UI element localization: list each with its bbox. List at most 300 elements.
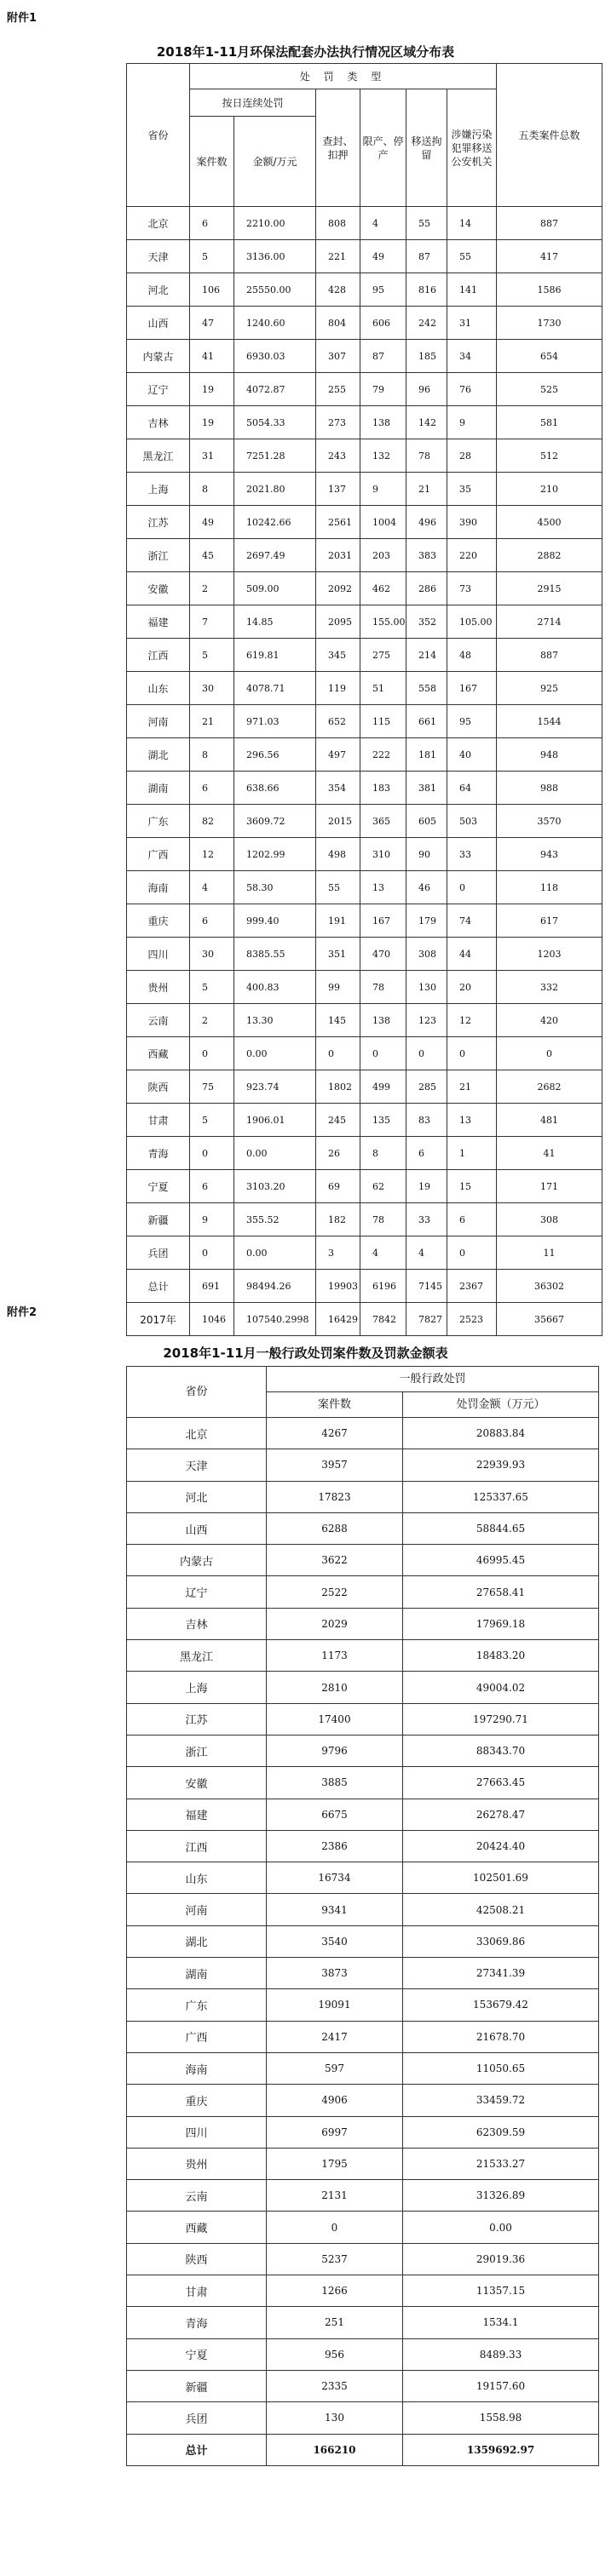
limit-cell: 8 bbox=[360, 1137, 406, 1170]
amount-cell: 0.00 bbox=[234, 1137, 316, 1170]
amount-cell: 17969.18 bbox=[403, 1608, 599, 1639]
limit-cell: 95 bbox=[360, 273, 406, 307]
total-cell: 1203 bbox=[497, 938, 602, 971]
province-cell: 西藏 bbox=[127, 1037, 190, 1070]
cases-cell: 0 bbox=[267, 2212, 403, 2243]
amount-cell: 27341.39 bbox=[403, 1958, 599, 1989]
table-row bbox=[127, 506, 602, 539]
total-cell: 4500 bbox=[497, 506, 602, 539]
seal-cell: 99 bbox=[316, 971, 360, 1004]
province-cell: 云南 bbox=[127, 1004, 190, 1037]
seal-cell: 3 bbox=[316, 1236, 360, 1270]
header-penalty-amount: 处罚金额（万元） bbox=[403, 1392, 599, 1418]
cases-cell: 4906 bbox=[267, 2085, 403, 2116]
province-cell: 江苏 bbox=[127, 506, 190, 539]
province-cell: 江西 bbox=[127, 1830, 267, 1862]
province-cell: 浙江 bbox=[127, 1735, 267, 1766]
province-cell: 湖北 bbox=[127, 738, 190, 772]
case-count-cell: 31 bbox=[190, 439, 234, 473]
table-row bbox=[127, 1830, 599, 1862]
table-row bbox=[127, 273, 602, 307]
limit-cell: 62 bbox=[360, 1170, 406, 1203]
province-cell: 山西 bbox=[127, 307, 190, 340]
attachment-1-label: 附件1 bbox=[7, 12, 37, 25]
limit-cell: 499 bbox=[360, 1070, 406, 1104]
detain-cell: 123 bbox=[406, 1004, 447, 1037]
case-count-cell: 30 bbox=[190, 672, 234, 705]
header-general-penalty: 一般行政处罚 bbox=[267, 1367, 599, 1392]
table-row bbox=[127, 2148, 599, 2179]
cases-cell: 2131 bbox=[267, 2180, 403, 2212]
table-row bbox=[127, 1608, 599, 1639]
detain-cell: 496 bbox=[406, 506, 447, 539]
total-cell: 308 bbox=[497, 1203, 602, 1236]
amount-cell: 21678.70 bbox=[403, 2021, 599, 2052]
crime-cell: 73 bbox=[447, 572, 497, 605]
detain-cell: 46 bbox=[406, 871, 447, 904]
detain-cell: 661 bbox=[406, 705, 447, 738]
detain-cell: 7145 bbox=[406, 1270, 447, 1303]
cases-cell: 16734 bbox=[267, 1862, 403, 1894]
cases-cell: 130 bbox=[267, 2402, 403, 2434]
amount-cell: 21533.27 bbox=[403, 2148, 599, 2179]
table-row bbox=[127, 2434, 599, 2465]
crime-cell: 141 bbox=[447, 273, 497, 307]
amount-cell: 31326.89 bbox=[403, 2180, 599, 2212]
table-row bbox=[127, 1170, 602, 1203]
amount-cell: 10242.66 bbox=[234, 506, 316, 539]
amount-cell: 2210.00 bbox=[234, 207, 316, 240]
detain-cell: 352 bbox=[406, 605, 447, 639]
table-row bbox=[127, 1925, 599, 1957]
amount-cell: 125337.65 bbox=[403, 1481, 599, 1512]
amount-cell: 1359692.97 bbox=[403, 2434, 599, 2465]
province-cell: 湖北 bbox=[127, 1925, 267, 1957]
table-row bbox=[127, 439, 602, 473]
crime-cell: 14 bbox=[447, 207, 497, 240]
province-cell: 海南 bbox=[127, 871, 190, 904]
province-cell: 浙江 bbox=[127, 539, 190, 572]
amount-cell: 5054.33 bbox=[234, 406, 316, 439]
seal-cell: 2561 bbox=[316, 506, 360, 539]
amount-cell: 4078.71 bbox=[234, 672, 316, 705]
limit-cell: 310 bbox=[360, 838, 406, 871]
total-cell: 41 bbox=[497, 1137, 602, 1170]
table-row bbox=[127, 672, 602, 705]
amount-cell: 2697.49 bbox=[234, 539, 316, 572]
case-count-cell: 9 bbox=[190, 1203, 234, 1236]
header-cases: 案件数 bbox=[267, 1392, 403, 1418]
total-cell: 0 bbox=[497, 1037, 602, 1070]
table-1 bbox=[126, 63, 602, 1336]
seal-cell: 428 bbox=[316, 273, 360, 307]
seal-cell: 354 bbox=[316, 772, 360, 805]
amount-cell: 102501.69 bbox=[403, 1862, 599, 1894]
amount-cell: 27658.41 bbox=[403, 1576, 599, 1608]
amount-cell: 4072.87 bbox=[234, 373, 316, 406]
table-row bbox=[127, 307, 602, 340]
seal-cell: 2092 bbox=[316, 572, 360, 605]
crime-cell: 12 bbox=[447, 1004, 497, 1037]
amount-cell: 197290.71 bbox=[403, 1703, 599, 1735]
amount-cell: 42508.21 bbox=[403, 1894, 599, 1925]
total-cell: 1730 bbox=[497, 307, 602, 340]
limit-cell: 135 bbox=[360, 1104, 406, 1137]
amount-cell: 20424.40 bbox=[403, 1830, 599, 1862]
amount-cell: 2021.80 bbox=[234, 473, 316, 506]
cases-cell: 2335 bbox=[267, 2370, 403, 2401]
province-cell: 北京 bbox=[127, 1418, 267, 1449]
province-cell: 广西 bbox=[127, 838, 190, 871]
case-count-cell: 75 bbox=[190, 1070, 234, 1104]
seal-cell: 145 bbox=[316, 1004, 360, 1037]
amount-cell: 98494.26 bbox=[234, 1270, 316, 1303]
detain-cell: 383 bbox=[406, 539, 447, 572]
crime-cell: 9 bbox=[447, 406, 497, 439]
detain-cell: 78 bbox=[406, 439, 447, 473]
detain-cell: 4 bbox=[406, 1236, 447, 1270]
detain-cell: 185 bbox=[406, 340, 447, 373]
crime-cell: 13 bbox=[447, 1104, 497, 1137]
amount-cell: 509.00 bbox=[234, 572, 316, 605]
province-cell: 安徽 bbox=[127, 1767, 267, 1799]
cases-cell: 19091 bbox=[267, 1989, 403, 2021]
detain-cell: 181 bbox=[406, 738, 447, 772]
total-cell: 512 bbox=[497, 439, 602, 473]
province-cell: 河南 bbox=[127, 1894, 267, 1925]
cases-cell: 2810 bbox=[267, 1672, 403, 1703]
table-row bbox=[127, 1449, 599, 1481]
cases-cell: 9341 bbox=[267, 1894, 403, 1925]
header-amount: 金额/万元 bbox=[234, 117, 316, 207]
amount-cell: 1240.60 bbox=[234, 307, 316, 340]
table-row bbox=[127, 1735, 599, 1766]
province-cell: 湖南 bbox=[127, 1958, 267, 1989]
table-row bbox=[127, 639, 602, 672]
header-daily-penalty: 按日连续处罚 bbox=[190, 89, 316, 117]
seal-cell: 1802 bbox=[316, 1070, 360, 1104]
seal-cell: 255 bbox=[316, 373, 360, 406]
crime-cell: 0 bbox=[447, 1037, 497, 1070]
case-count-cell: 2 bbox=[190, 1004, 234, 1037]
limit-cell: 365 bbox=[360, 805, 406, 838]
table-row bbox=[127, 2116, 599, 2148]
amount-cell: 296.56 bbox=[234, 738, 316, 772]
case-count-cell: 49 bbox=[190, 506, 234, 539]
cases-cell: 3885 bbox=[267, 1767, 403, 1799]
amount-cell: 0.00 bbox=[403, 2212, 599, 2243]
province-cell: 兵团 bbox=[127, 1236, 190, 1270]
case-count-cell: 0 bbox=[190, 1137, 234, 1170]
seal-cell: 652 bbox=[316, 705, 360, 738]
limit-cell: 78 bbox=[360, 1203, 406, 1236]
table-2 bbox=[126, 1366, 599, 2466]
total-cell: 2882 bbox=[497, 539, 602, 572]
province-cell: 福建 bbox=[127, 605, 190, 639]
limit-cell: 606 bbox=[360, 307, 406, 340]
cases-cell: 166210 bbox=[267, 2434, 403, 2465]
province-cell: 西藏 bbox=[127, 2212, 267, 2243]
table-row bbox=[127, 1004, 602, 1037]
detain-cell: 96 bbox=[406, 373, 447, 406]
province-cell: 广东 bbox=[127, 805, 190, 838]
detain-cell: 179 bbox=[406, 904, 447, 938]
total-cell: 948 bbox=[497, 738, 602, 772]
limit-cell: 7842 bbox=[360, 1303, 406, 1336]
table-row bbox=[127, 838, 602, 871]
province-cell: 青海 bbox=[127, 2307, 267, 2338]
amount-cell: 6930.03 bbox=[234, 340, 316, 373]
crime-cell: 33 bbox=[447, 838, 497, 871]
amount-cell: 3136.00 bbox=[234, 240, 316, 273]
seal-cell: 243 bbox=[316, 439, 360, 473]
cases-cell: 597 bbox=[267, 2052, 403, 2084]
crime-cell: 31 bbox=[447, 307, 497, 340]
seal-cell: 16429 bbox=[316, 1303, 360, 1336]
table-row bbox=[127, 1799, 599, 1830]
table-row bbox=[127, 2402, 599, 2434]
amount-cell: 3103.20 bbox=[234, 1170, 316, 1203]
total-cell: 11 bbox=[497, 1236, 602, 1270]
case-count-cell: 0 bbox=[190, 1236, 234, 1270]
cases-cell: 17823 bbox=[267, 1481, 403, 1512]
amount-cell: 19157.60 bbox=[403, 2370, 599, 2401]
amount-cell: 153679.42 bbox=[403, 1989, 599, 2021]
province-cell: 总计 bbox=[127, 2434, 267, 2465]
case-count-cell: 4 bbox=[190, 871, 234, 904]
total-cell: 118 bbox=[497, 871, 602, 904]
table-row bbox=[127, 240, 602, 273]
detain-cell: 55 bbox=[406, 207, 447, 240]
limit-cell: 183 bbox=[360, 772, 406, 805]
cases-cell: 6675 bbox=[267, 1799, 403, 1830]
table-row bbox=[127, 2338, 599, 2370]
amount-cell: 1906.01 bbox=[234, 1104, 316, 1137]
province-cell: 山西 bbox=[127, 1512, 267, 1544]
cases-cell: 3622 bbox=[267, 1545, 403, 1576]
limit-cell: 51 bbox=[360, 672, 406, 705]
crime-cell: 167 bbox=[447, 672, 497, 705]
crime-cell: 105.00 bbox=[447, 605, 497, 639]
seal-cell: 26 bbox=[316, 1137, 360, 1170]
amount-cell: 971.03 bbox=[234, 705, 316, 738]
cases-cell: 2417 bbox=[267, 2021, 403, 2052]
table-row bbox=[127, 2275, 599, 2307]
province-cell: 内蒙古 bbox=[127, 340, 190, 373]
province-cell: 河北 bbox=[127, 1481, 267, 1512]
table-row bbox=[127, 373, 602, 406]
seal-cell: 221 bbox=[316, 240, 360, 273]
limit-cell: 155.00 bbox=[360, 605, 406, 639]
cases-cell: 17400 bbox=[267, 1703, 403, 1735]
limit-cell: 4 bbox=[360, 1236, 406, 1270]
province-cell: 云南 bbox=[127, 2180, 267, 2212]
limit-cell: 49 bbox=[360, 240, 406, 273]
case-count-cell: 5 bbox=[190, 1104, 234, 1137]
table-row bbox=[127, 1672, 599, 1703]
limit-cell: 115 bbox=[360, 705, 406, 738]
table-row bbox=[127, 871, 602, 904]
table-row bbox=[127, 2307, 599, 2338]
header-seal: 查封、扣押 bbox=[316, 89, 360, 207]
table-row bbox=[127, 1640, 599, 1672]
detain-cell: 242 bbox=[406, 307, 447, 340]
seal-cell: 191 bbox=[316, 904, 360, 938]
limit-cell: 138 bbox=[360, 1004, 406, 1037]
total-cell: 525 bbox=[497, 373, 602, 406]
total-cell: 35667 bbox=[497, 1303, 602, 1336]
seal-cell: 2095 bbox=[316, 605, 360, 639]
province-cell: 北京 bbox=[127, 207, 190, 240]
crime-cell: 44 bbox=[447, 938, 497, 971]
case-count-cell: 0 bbox=[190, 1037, 234, 1070]
table-row bbox=[127, 1576, 599, 1608]
detain-cell: 605 bbox=[406, 805, 447, 838]
header-total: 五类案件总数 bbox=[497, 64, 602, 207]
cases-cell: 3957 bbox=[267, 1449, 403, 1481]
table-row bbox=[127, 207, 602, 240]
case-count-cell: 6 bbox=[190, 1170, 234, 1203]
case-count-cell: 41 bbox=[190, 340, 234, 373]
seal-cell: 804 bbox=[316, 307, 360, 340]
amount-cell: 13.30 bbox=[234, 1004, 316, 1037]
table-row bbox=[127, 340, 602, 373]
limit-cell: 13 bbox=[360, 871, 406, 904]
amount-cell: 1534.1 bbox=[403, 2307, 599, 2338]
province-cell: 福建 bbox=[127, 1799, 267, 1830]
table-row bbox=[127, 904, 602, 938]
case-count-cell: 6 bbox=[190, 904, 234, 938]
seal-cell: 273 bbox=[316, 406, 360, 439]
detain-cell: 0 bbox=[406, 1037, 447, 1070]
table-row bbox=[127, 1203, 602, 1236]
case-count-cell: 1046 bbox=[190, 1303, 234, 1336]
case-count-cell: 8 bbox=[190, 738, 234, 772]
province-cell: 广东 bbox=[127, 1989, 267, 2021]
amount-cell: 7251.28 bbox=[234, 439, 316, 473]
table-row bbox=[127, 772, 602, 805]
crime-cell: 48 bbox=[447, 639, 497, 672]
total-cell: 2682 bbox=[497, 1070, 602, 1104]
total-cell: 332 bbox=[497, 971, 602, 1004]
total-cell: 617 bbox=[497, 904, 602, 938]
crime-cell: 1 bbox=[447, 1137, 497, 1170]
crime-cell: 503 bbox=[447, 805, 497, 838]
total-cell: 887 bbox=[497, 207, 602, 240]
cases-cell: 251 bbox=[267, 2307, 403, 2338]
header-crime: 涉嫌污染犯罪移送公安机关 bbox=[447, 89, 497, 207]
detain-cell: 7827 bbox=[406, 1303, 447, 1336]
amount-cell: 88343.70 bbox=[403, 1735, 599, 1766]
province-cell: 天津 bbox=[127, 240, 190, 273]
crime-cell: 220 bbox=[447, 539, 497, 572]
crime-cell: 2367 bbox=[447, 1270, 497, 1303]
header-province: 省份 bbox=[127, 64, 190, 207]
case-count-cell: 8 bbox=[190, 473, 234, 506]
table-row bbox=[127, 1767, 599, 1799]
province-cell: 四川 bbox=[127, 2116, 267, 2148]
detain-cell: 214 bbox=[406, 639, 447, 672]
limit-cell: 462 bbox=[360, 572, 406, 605]
crime-cell: 15 bbox=[447, 1170, 497, 1203]
amount-cell: 62309.59 bbox=[403, 2116, 599, 2148]
total-cell: 2714 bbox=[497, 605, 602, 639]
limit-cell: 0 bbox=[360, 1037, 406, 1070]
province-cell: 山东 bbox=[127, 1862, 267, 1894]
case-count-cell: 12 bbox=[190, 838, 234, 871]
detain-cell: 87 bbox=[406, 240, 447, 273]
crime-cell: 74 bbox=[447, 904, 497, 938]
seal-cell: 307 bbox=[316, 340, 360, 373]
province-cell: 甘肃 bbox=[127, 1104, 190, 1137]
amount-cell: 8489.33 bbox=[403, 2338, 599, 2370]
total-cell: 420 bbox=[497, 1004, 602, 1037]
amount-cell: 20883.84 bbox=[403, 1418, 599, 1449]
amount-cell: 49004.02 bbox=[403, 1672, 599, 1703]
limit-cell: 167 bbox=[360, 904, 406, 938]
header-case-count: 案件数 bbox=[190, 117, 234, 207]
case-count-cell: 7 bbox=[190, 605, 234, 639]
detain-cell: 285 bbox=[406, 1070, 447, 1104]
case-count-cell: 5 bbox=[190, 639, 234, 672]
amount-cell: 638.66 bbox=[234, 772, 316, 805]
crime-cell: 95 bbox=[447, 705, 497, 738]
amount-cell: 11050.65 bbox=[403, 2052, 599, 2084]
cases-cell: 956 bbox=[267, 2338, 403, 2370]
amount-cell: 0.00 bbox=[234, 1236, 316, 1270]
province-cell: 贵州 bbox=[127, 971, 190, 1004]
province-cell: 宁夏 bbox=[127, 2338, 267, 2370]
case-count-cell: 82 bbox=[190, 805, 234, 838]
cases-cell: 2029 bbox=[267, 1608, 403, 1639]
total-cell: 887 bbox=[497, 639, 602, 672]
province-cell: 山东 bbox=[127, 672, 190, 705]
header-detain: 移送拘留 bbox=[406, 89, 447, 207]
detain-cell: 130 bbox=[406, 971, 447, 1004]
table-row bbox=[127, 1303, 602, 1336]
table-row bbox=[127, 1512, 599, 1544]
crime-cell: 40 bbox=[447, 738, 497, 772]
province-cell: 青海 bbox=[127, 1137, 190, 1170]
table-row bbox=[127, 1418, 599, 1449]
limit-cell: 222 bbox=[360, 738, 406, 772]
seal-cell: 119 bbox=[316, 672, 360, 705]
case-count-cell: 45 bbox=[190, 539, 234, 572]
crime-cell: 34 bbox=[447, 340, 497, 373]
province-cell: 吉林 bbox=[127, 406, 190, 439]
seal-cell: 137 bbox=[316, 473, 360, 506]
limit-cell: 87 bbox=[360, 340, 406, 373]
table-row bbox=[127, 1070, 602, 1104]
table-row bbox=[127, 2370, 599, 2401]
cases-cell: 3540 bbox=[267, 1925, 403, 1957]
total-cell: 581 bbox=[497, 406, 602, 439]
crime-cell: 64 bbox=[447, 772, 497, 805]
table-row bbox=[127, 1137, 602, 1170]
table-row bbox=[127, 1037, 602, 1070]
province-cell: 上海 bbox=[127, 473, 190, 506]
province-cell: 贵州 bbox=[127, 2148, 267, 2179]
province-cell: 上海 bbox=[127, 1672, 267, 1703]
province-cell: 吉林 bbox=[127, 1608, 267, 1639]
province-cell: 天津 bbox=[127, 1449, 267, 1481]
amount-cell: 1558.98 bbox=[403, 2402, 599, 2434]
crime-cell: 0 bbox=[447, 871, 497, 904]
crime-cell: 2523 bbox=[447, 1303, 497, 1336]
amount-cell: 3609.72 bbox=[234, 805, 316, 838]
table-row bbox=[127, 805, 602, 838]
province-cell: 安徽 bbox=[127, 572, 190, 605]
